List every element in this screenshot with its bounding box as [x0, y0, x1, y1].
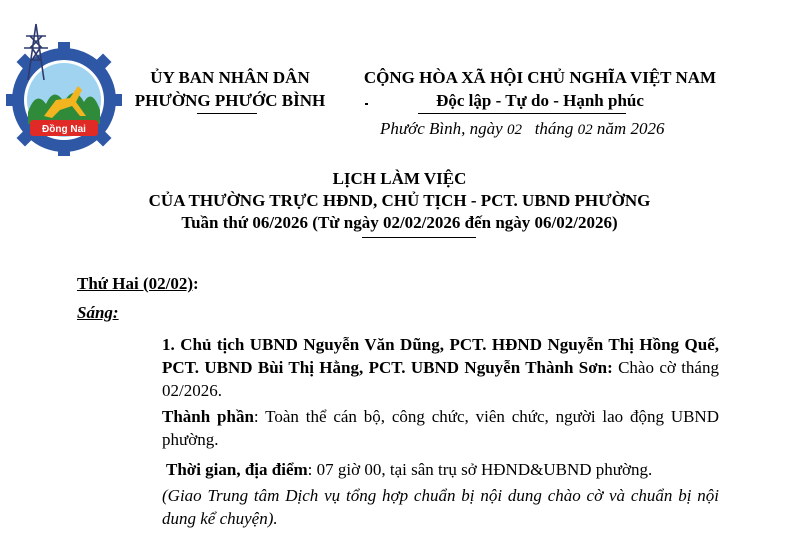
- day-heading: [77, 274, 199, 294]
- day-colon: :: [193, 274, 199, 293]
- title-line-1: LỊCH LÀM VIỆC: [332, 169, 467, 188]
- participants: [162, 405, 719, 451]
- date-day: 02: [506, 122, 522, 138]
- logo-text: Đồng Nai: [42, 124, 86, 135]
- participants-text: : Toàn thể cán bộ, công chức, viên chức, người lao động UBND phường.: [162, 407, 719, 449]
- session-label: Sáng:: [77, 303, 119, 322]
- nation-line-1: CỘNG HÒA XÃ HỘI CHỦ NGHĨA VIỆT NAM: [363, 68, 717, 87]
- title-line-2: CỦA THƯỜNG TRỰC HĐND, CHỦ TỊCH - PCT. UBND PHƯỜNG: [148, 191, 651, 210]
- title-underline: [362, 237, 476, 238]
- day-label: Thứ Hai (02/02): [77, 274, 193, 293]
- date-mid: tháng: [521, 119, 578, 138]
- schedule-item-1: [162, 333, 719, 402]
- item-1-attendees: 1. Chủ tịch UBND Nguyễn Văn Dũng, PCT. HĐND Nguyễn Thị Hồng Quế, PCT. UBND Bùi Thị Hằng, PCT. UBND Nguyễn Thành Sơn:: [162, 335, 719, 377]
- date-prefix: Phước Bình, ngày: [380, 119, 507, 138]
- document-date: [380, 119, 664, 139]
- item-1-content: Chào cờ tháng 02/2026.: [162, 358, 719, 400]
- date-suffix: năm 2026: [592, 119, 665, 138]
- time-label: Thời gian, địa điểm: [166, 460, 308, 479]
- time-text: : 07 giờ 00, tại sân trụ sở HĐND&UBND phường.: [307, 460, 653, 479]
- title-line-3: Tuần thứ 06/2026 (Từ ngày 02/02/2026 đến ngày 06/02/2026): [181, 213, 618, 232]
- org-line-2: PHƯỜNG PHƯỚC BÌNH: [134, 91, 326, 110]
- nation-underline: [418, 113, 626, 114]
- time-location: [166, 458, 723, 481]
- participants-label: Thành phần: [162, 407, 254, 426]
- org-line-1: ỦY BAN NHÂN DÂN: [150, 68, 310, 87]
- nation-line-2: Độc lập - Tự do - Hạnh phúc: [436, 91, 644, 110]
- assignment-note: (Giao Trung tâm Dịch vụ tổng hợp chuẩn bị nội dung chào cờ và chuẩn bị nội dung kể chuyện).: [162, 486, 719, 528]
- date-month: 02: [577, 122, 593, 138]
- org-underline: [197, 113, 257, 114]
- dong-nai-logo: [6, 20, 122, 158]
